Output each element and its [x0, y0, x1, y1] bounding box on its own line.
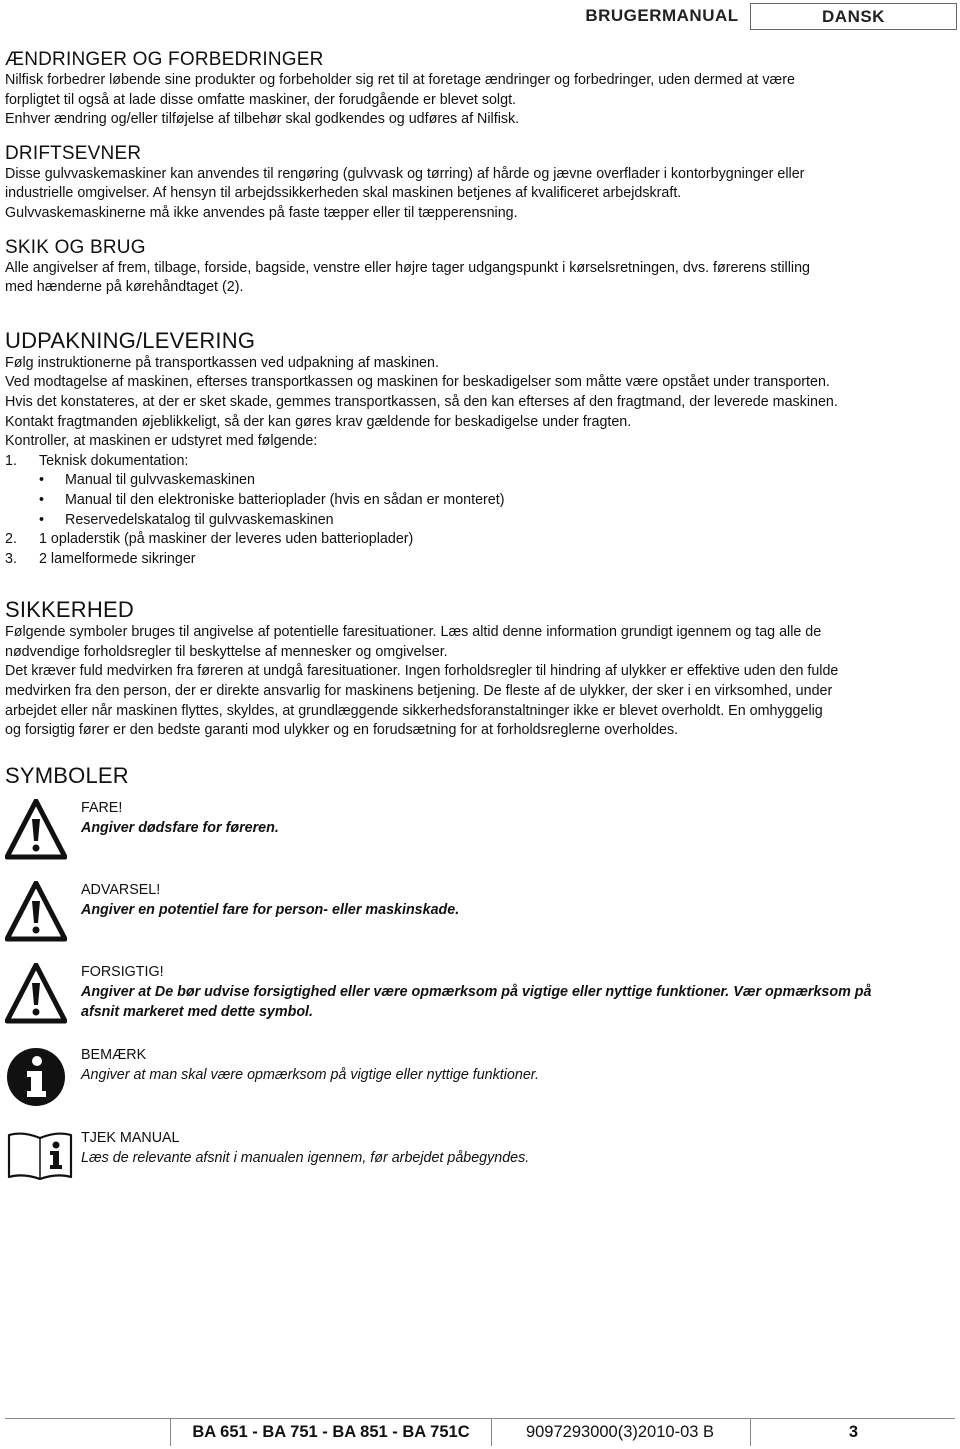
section-title-usage: SKIK OG BRUG	[5, 236, 146, 258]
paragraph-line: medvirken fra den person, der er direkte ansvarlig for maskinens betjening. De fleste af de ulykker, der sker i en virksomhed, under	[5, 683, 833, 700]
section-symbols	[5, 763, 955, 789]
bullet-item	[5, 491, 955, 511]
section-unpacking	[5, 328, 955, 570]
footer-document-code: 9097293000(3)2010-03 B	[525, 1423, 715, 1441]
symbol-label: FARE!	[81, 800, 123, 816]
warning-triangle-icon	[5, 799, 67, 861]
section-title-symbols: SYMBOLER	[5, 762, 129, 788]
section-changes	[5, 49, 955, 130]
bullet-dot: •	[39, 491, 45, 508]
symbol-note	[5, 1046, 955, 1126]
list-number: 1.	[5, 452, 17, 469]
bullet-dot: •	[39, 472, 45, 489]
paragraph-line: nødvendige forholdsregler til beskyttelse af mennesker og omgivelser.	[5, 643, 448, 660]
section-title-operation: DRIFTSEVNER	[5, 142, 142, 164]
paragraph-line: Enhver ændring og/eller tilføjelse af tilbehør skal godkendes og udføres af Nilfisk.	[5, 111, 520, 128]
list-text: 2 lamelformede sikringer	[39, 550, 196, 567]
bullet-item	[5, 511, 955, 531]
symbol-caution	[5, 963, 955, 1043]
paragraph-line: industrielle omgivelser. Af hensyn til arbejdssikkerheden skal maskinen betjenes af kvalificeret arbejdskraft.	[5, 185, 682, 202]
symbol-label: ADVARSEL!	[81, 882, 161, 898]
header-manual-label: BRUGERMANUAL	[585, 5, 739, 25]
paragraph-line: Ved modtagelse af maskinen, efterses transportkassen og maskinen for beskadigelser som måtte være opstået under transporten.	[5, 374, 830, 391]
list-item	[5, 550, 955, 570]
symbol-manual	[5, 1129, 955, 1209]
symbol-text: Angiver at man skal være opmærksom på vigtige eller nyttige funktioner.	[81, 1067, 539, 1083]
manual-book-icon	[5, 1129, 75, 1181]
section-safety	[5, 597, 955, 741]
bullet-text: Manual til gulvvaskemaskinen	[65, 472, 255, 489]
list-text: 1 opladerstik (på maskiner der leveres uden batterioplader)	[39, 531, 414, 548]
list-item	[5, 530, 955, 550]
bullet-text: Manual til den elektroniske batterioplader (hvis en sådan er monteret)	[65, 491, 505, 508]
symbol-label: FORSIGTIG!	[81, 964, 164, 980]
paragraph-line: Det kræver fuld medvirken fra føreren at undgå faresituationer. Ingen forholdsregler til hindring af ulykker er effektive uden den fulde	[5, 663, 839, 680]
symbol-warning	[5, 881, 955, 961]
paragraph-line: med hænderne på kørehåndtaget (2).	[5, 279, 244, 296]
info-circle-icon	[5, 1046, 67, 1108]
bullet-item	[5, 471, 955, 491]
paragraph-line: Hvis det konstateres, at der er sket skade, gemmes transportkassen, så den kan efterses af den fragtmand, der leverede maskinen.	[5, 393, 838, 410]
paragraph-line: Nilfisk forbedrer løbende sine produkter og forbeholder sig ret til at foretage ændringer og forbedringer, uden dermed at være	[5, 72, 795, 88]
symbol-text: Angiver en potentiel fare for person- eller maskinskade.	[81, 902, 460, 918]
paragraph-line: Kontakt fragtmanden øjeblikkeligt, så der kan gøres krav gældende for beskadigelse under fragten.	[5, 413, 632, 430]
paragraph-line: Disse gulvvaskemaskiner kan anvendes til rengøring (gulvvask og tørring) af hårde og jævne overflader i kontorbygninger eller	[5, 165, 805, 182]
footer-models: BA 651 - BA 751 - BA 851 - BA 751C	[170, 1419, 492, 1446]
list-number: 2.	[5, 531, 17, 548]
paragraph-line: Alle angivelser af frem, tilbage, forside, bagside, venstre eller højre tager udgangspunkt i kørselsretningen, dvs. førerens stilling	[5, 259, 810, 276]
symbol-label: BEMÆRK	[81, 1047, 147, 1063]
footer-page-number: 3	[750, 1419, 956, 1446]
paragraph-line: og forsigtig fører er den bedste garanti mod ulykker og en forudsætning for at forholdsreglerne overholdes.	[5, 722, 679, 739]
paragraph-line: forpligtet til også at lade disse omfatte maskiner, der forudgående er blevet solgt.	[5, 91, 517, 108]
paragraph-line: Kontroller, at maskinen er udstyret med følgende:	[5, 433, 318, 450]
list-item	[5, 452, 955, 472]
section-operation	[5, 143, 955, 224]
section-title-safety: SIKKERHED	[5, 597, 134, 623]
warning-triangle-icon	[5, 963, 67, 1025]
symbol-label: TJEK MANUAL	[81, 1130, 180, 1146]
section-title-changes: ÆNDRINGER OG FORBEDRINGER	[5, 49, 324, 70]
section-usage	[5, 237, 955, 298]
paragraph-line: arbejdet eller når maskinen flyttes, skyldes, at grundlæggende sikkerhedsforanstaltninger ikke er blevet overholdt. En omhyggelig	[5, 702, 823, 719]
list-number: 3.	[5, 550, 17, 567]
page-content	[5, 49, 955, 789]
bullet-text: Reservedelskatalog til gulvvaskemaskinen	[65, 511, 334, 528]
bullet-dot: •	[39, 511, 45, 528]
header-language-label: DANSK	[750, 3, 957, 30]
symbol-danger	[5, 799, 955, 879]
list-text: Teknisk dokumentation:	[39, 452, 189, 469]
symbol-text: Angiver dødsfare for føreren.	[81, 820, 279, 836]
paragraph-line: Følg instruktionerne på transportkassen ved udpakning af maskinen.	[5, 354, 439, 371]
paragraph-line: Gulvvaskemaskinerne må ikke anvendes på faste tæpper eller til tæpperensning.	[5, 204, 518, 221]
paragraph-line: Følgende symboler bruges til angivelse af potentielle faresituationer. Læs altid denne information grundigt igennem og tag alle de	[5, 624, 822, 641]
symbol-text: Læs de relevante afsnit i manualen igennem, før arbejdet påbegyndes.	[81, 1150, 530, 1166]
warning-triangle-icon	[5, 881, 67, 943]
section-title-unpacking: UDPAKNING/LEVERING	[5, 327, 256, 353]
symbol-text: Angiver at De bør udvise forsigtighed eller være opmærksom på vigtige eller nyttige funktioner. Vær opmærksom på afsnit markeret med dette symbol.	[81, 984, 872, 1020]
